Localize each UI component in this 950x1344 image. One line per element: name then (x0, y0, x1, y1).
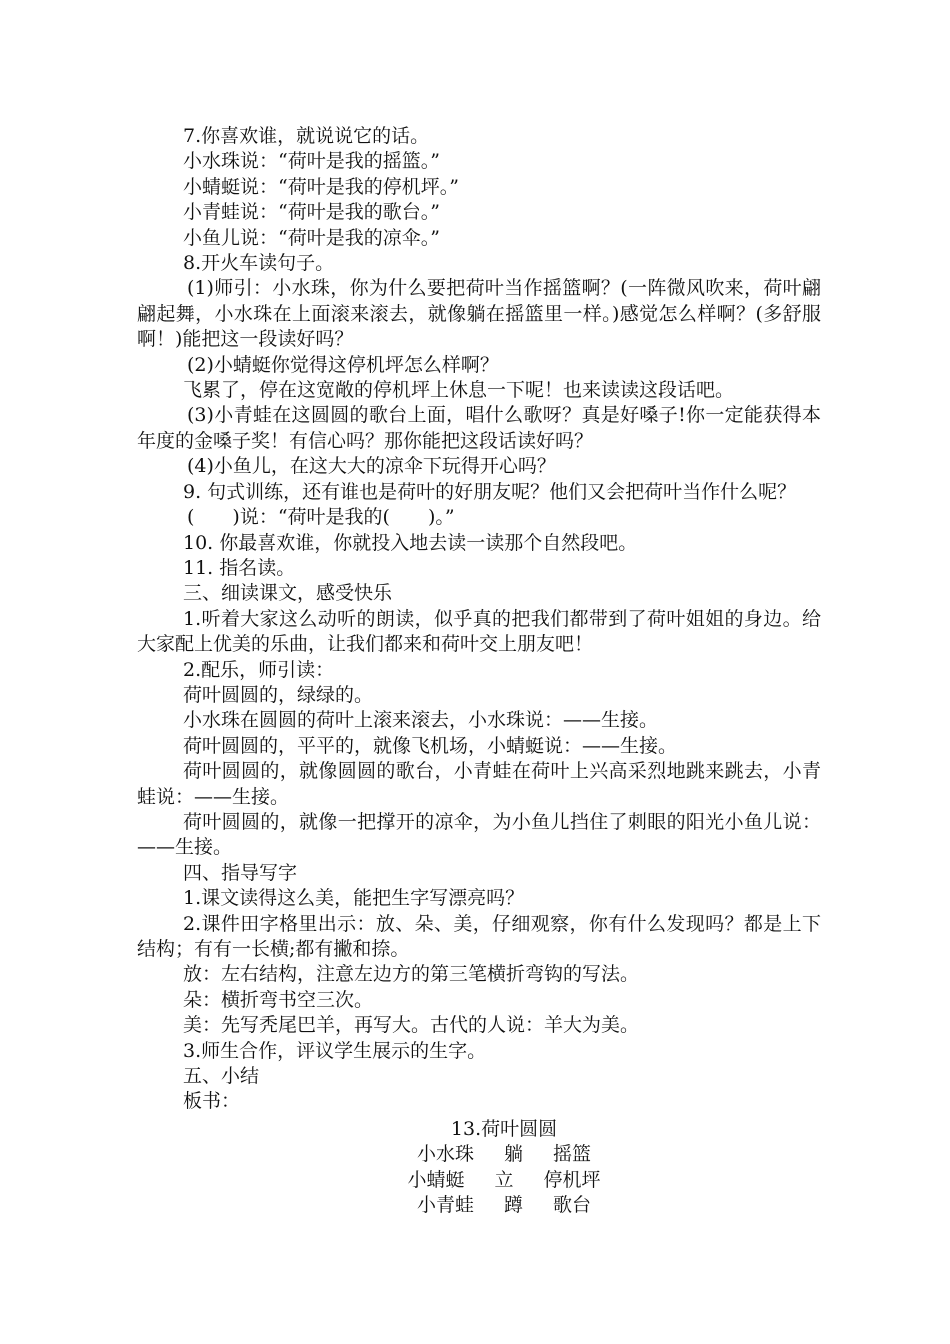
paragraph: 荷叶圆圆的，就像圆圆的歌台，小青蛙在荷叶上兴高采烈地跳来跳去，小青蛙说：——生接。 (137, 760, 821, 808)
paragraph: (2)小蜻蜓你觉得这停机坪怎么样啊？ (187, 353, 499, 376)
paragraph: 11. 指名读。 (183, 556, 296, 579)
board-cell: 小水珠 (416, 1143, 474, 1166)
board-row (137, 1142, 821, 1167)
paragraph: 美：先写秃尾巴羊，再写大。古代的人说：羊大为美。 (183, 1014, 640, 1037)
board-cell: 躺 (503, 1143, 523, 1166)
paragraph: 四、指导写字 (183, 861, 298, 884)
board-cell: 小青蛙 (416, 1194, 474, 1217)
paragraph: 2.配乐，师引读： (183, 658, 335, 681)
paragraph: 朵：横折弯书空三次。 (183, 988, 374, 1011)
paragraph: 8.开火车读句子。 (183, 252, 335, 275)
paragraph: 荷叶圆圆的，平平的，就像飞机场，小蜻蜓说：——生接。 (183, 734, 678, 757)
paragraph: 放：左右结构，注意左边方的第三笔横折弯钩的写法。 (183, 963, 640, 986)
paragraph: 小水珠说：“荷叶是我的摇篮。” (183, 150, 440, 173)
blackboard-summary (137, 1117, 821, 1219)
paragraph: 小水珠在圆圆的荷叶上滚来滚去，小水珠说：——生接。 (183, 709, 659, 732)
paragraph: (1)师引：小水珠，你为什么要把荷叶当作摇篮啊？(一阵微风吹来，荷叶翩翩起舞，小水珠在上面滚来滚去，就像躺在摇篮里一样。)感觉怎么样啊？(多舒服啊！)能把这一段读好吗？ (137, 277, 821, 351)
paragraph: 1.听着大家这么动听的朗读，似乎真的把我们都带到了荷叶姐姐的身边。给大家配上优美的乐曲，让我们都来和荷叶交上朋友吧！ (137, 607, 821, 656)
paragraph: 小青蛙说：“荷叶是我的歌台。” (183, 201, 440, 224)
paragraph: 2.课件田字格里出示：放、朵、美，仔细观察，你有什么发现吗？都是上下结构；有有一长横;都有撇和捺。 (137, 912, 821, 960)
board-cell: 歌台 (553, 1194, 592, 1217)
paragraph: 荷叶圆圆的，绿绿的。 (183, 683, 374, 706)
paragraph: 荷叶圆圆的，就像一把撑开的凉伞，为小鱼儿挡住了刺眼的阳光小鱼儿说：——生接。 (137, 810, 821, 859)
board-cell: 蹲 (503, 1194, 523, 1217)
board-row (137, 1168, 821, 1193)
paragraph: 板书： (183, 1090, 241, 1113)
paragraph: (4)小鱼儿，在这大大的凉伞下玩得开心吗？ (187, 455, 556, 478)
paragraph: 1.课文读得这么美，能把生字写漂亮吗？ (183, 887, 525, 910)
board-title: 13.荷叶圆圆 (450, 1117, 558, 1140)
board-rows (137, 1142, 821, 1218)
paragraph: 7.你喜欢谁，就说说它的话。 (183, 125, 430, 147)
paragraph: 五、小结 (183, 1065, 260, 1088)
paragraph: 9. 句式训练，还有谁也是荷叶的好朋友呢？他们又会把荷叶当作什么呢？ (183, 480, 797, 503)
paragraph: 小蜻蜓说：“荷叶是我的停机坪。” (183, 175, 459, 198)
paragraph: 3.师生合作，评议学生展示的生字。 (183, 1039, 487, 1062)
board-cell: 摇篮 (553, 1143, 592, 1166)
board-row (137, 1193, 821, 1218)
paragraph: 飞累了，停在这宽敞的停机坪上休息一下呢！也来读读这段话吧。 (183, 379, 735, 402)
paragraph-list (137, 124, 821, 1115)
board-cell: 小蜻蜓 (407, 1168, 465, 1191)
board-cell: 停机坪 (543, 1168, 601, 1191)
board-cell: 立 (494, 1168, 514, 1191)
paragraph: 10. 你最喜欢谁，你就投入地去读一读那个自然段吧。 (183, 531, 638, 554)
paragraph: ( )说：“荷叶是我的( )。” (187, 506, 455, 529)
paragraph: 三、细读课文，感受快乐 (183, 582, 393, 605)
paragraph: (3)小青蛙在这圆圆的歌台上面，唱什么歌呀？真是好嗓子!你一定能获得本年度的金嗓子奖！有信心吗？那你能把这段话读好吗？ (137, 404, 821, 452)
document-body (137, 124, 821, 1218)
paragraph: 小鱼儿说：“荷叶是我的凉伞。” (183, 226, 440, 249)
